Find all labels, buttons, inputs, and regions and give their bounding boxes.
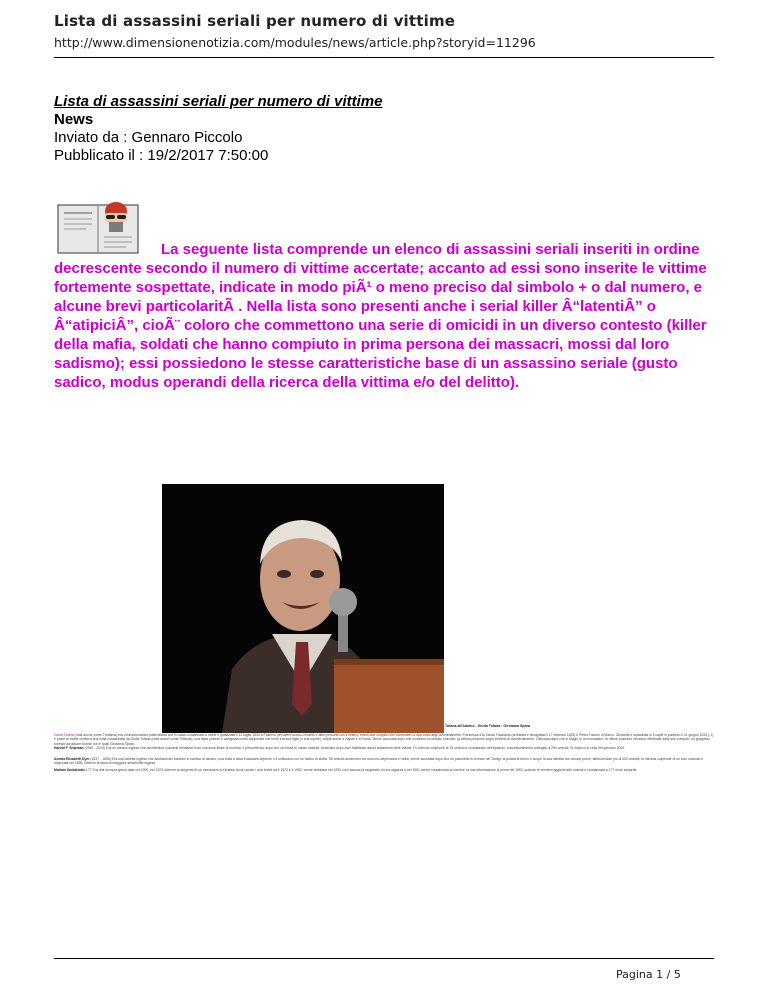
body-p3-label: Amelia Elizabeth Dyer: [54, 757, 90, 761]
body-p4-text: 177 Era una monaca greca nata nel 1900, nel 1923 divenne la dirigente di un monastero a Keratea, dove uccise i suoi fedeli tra il 1923 e il 1950, venne arrestata nel 1950 con l'accusa di sequestro di una ragazza e nel 1951 venne condannata al carcere; la sua informazione si perse nel 1953, quando le vennero aggiunti altri omicidi e condannata a 177 morti sospette.: [84, 768, 638, 772]
article-author: Inviato da : Gennaro Piccolo: [54, 129, 243, 146]
footer-divider: [54, 958, 714, 959]
portrait-photo: [162, 484, 444, 733]
article-published: Pubblicato il : 19/2/2017 7:50:00: [54, 147, 269, 164]
body-p1-text: (nota anche come Thofania) era un'avvelenatrice palermitana che fu stata condannata a morte e giustiziata il 12 luglio 1633 a Palermo per avere ucciso il marito e altre persone con il veleno; erano due complici che commisero a sua volta degli avvelenamenti: Francesca d'la Sarda, Raccandi (arrestata e decapitata il 17 febbraio 1633) e Pietro Falconi di Marco. Girolama e squadrata in il capiti in pubblico il 21 giugno 1633 (-1) e poste di morte veniva a sua volta condannata da Giulia Tofana (nota anche come Toffania), una falsa polvere o cartigiana molto adoperata che forse era sua figlia (o sua nipote), colpiti anche a Napoli e a Roma. Venne accusata dopo che confessò un tentato omicidio; la vittima presentò segni evidenti di avvelenamento. Catturata dopo che si rifugiò in un monastero, le ultime posizioni verranno effettuate dalle sue complici, un gruppetto formato da alcune donne, tra le quali Girolama Spara.: [54, 733, 714, 746]
body-paragraph-2: [54, 746, 716, 750]
page-number: Pagina 1 / 5: [616, 968, 681, 981]
body-paragraph-3: [54, 757, 716, 766]
lead-text: La seguente lista comprende un elenco di assassini seriali inseriti in ordine decrescente secondo il numero di vittime accertate; accanto ad essi sono inserite le vittime fortemente sospettate, indicate in modo piÃ¹ o meno preciso dal simbolo + o dal numero, e alcune brevi particolaritÃ . Nella lista sono presenti anche i serial killer Â“latentiÂ” o Â“atipiciÂ”, cioÃ¨ coloro che commettono una serie di omicidi in un diverso contesto (killer della mafia, soldati che hanno compiuto in prima persona dei massacri, mossi dal loro sadismo); essi possiedono le stesse caratteristiche base di un assassino seriale (gusto sadico, modus operandi della ricerca della vittima e/o del delitto).: [54, 241, 707, 391]
article-section: News: [54, 111, 94, 128]
article-title[interactable]: Lista di assassini seriali per numero di vittime: [54, 93, 383, 110]
header-url[interactable]: http://www.dimensionenotizia.com/modules/news/article.php?storyid=11296: [54, 35, 536, 50]
article-lead: [54, 240, 719, 392]
body-p4-label: Mariam Soulakiotis: [54, 768, 85, 772]
body-p1-highlight[interactable]: Giulia Tofana: [54, 733, 74, 737]
photo-caption: Tofana all'Adamo - Giulia Tofana - Girolama Spara: [445, 724, 530, 728]
body-paragraph-4: [54, 768, 716, 772]
article-meta: [54, 93, 714, 165]
page-header: [54, 12, 714, 50]
body-p2-text: (1946 - 2004) Era un medico inglese che avvelenava i pazienti mediante l'uso una dose letale di morfina, e presumendo dopo che ciò fosse le cause naturali. Accertato dopo aver falsificato alcuni testamenti delle vittime. Fu ritenuto colpevole di 15 omicidi e condannato all'ergastolo; successivamente collegato a 250 omicidi. Si impiccò in cella nel gennaio 2004.: [83, 746, 626, 750]
body-p2-label: Harold F. Shipman: [54, 746, 84, 750]
header-divider: [54, 57, 714, 58]
header-title: Lista di assassini seriali per numero di vittime: [54, 12, 456, 30]
body-paragraph-1: [54, 733, 716, 746]
body-p3-text: (1837 - 1896) Era una balietta inglese che adottava dei bambini in cambio di denaro, una volta a casa li lasciava deperire o li soffocava con un nastro di stoffa. Gli omicidi avvennero tra una crisi depressiva e l'altra; venne accusata dopo che un pacchetto fu trovato nel Tamigi; la polizia la fermò e scoprì la sua identità con alcune prove; attribuendole più di 400 omicidi; fu ritenuta colpevole di un solo omicidio e impiccata nel 1896. Detiene la fama di maggiore serial killer inglese.: [54, 757, 704, 766]
